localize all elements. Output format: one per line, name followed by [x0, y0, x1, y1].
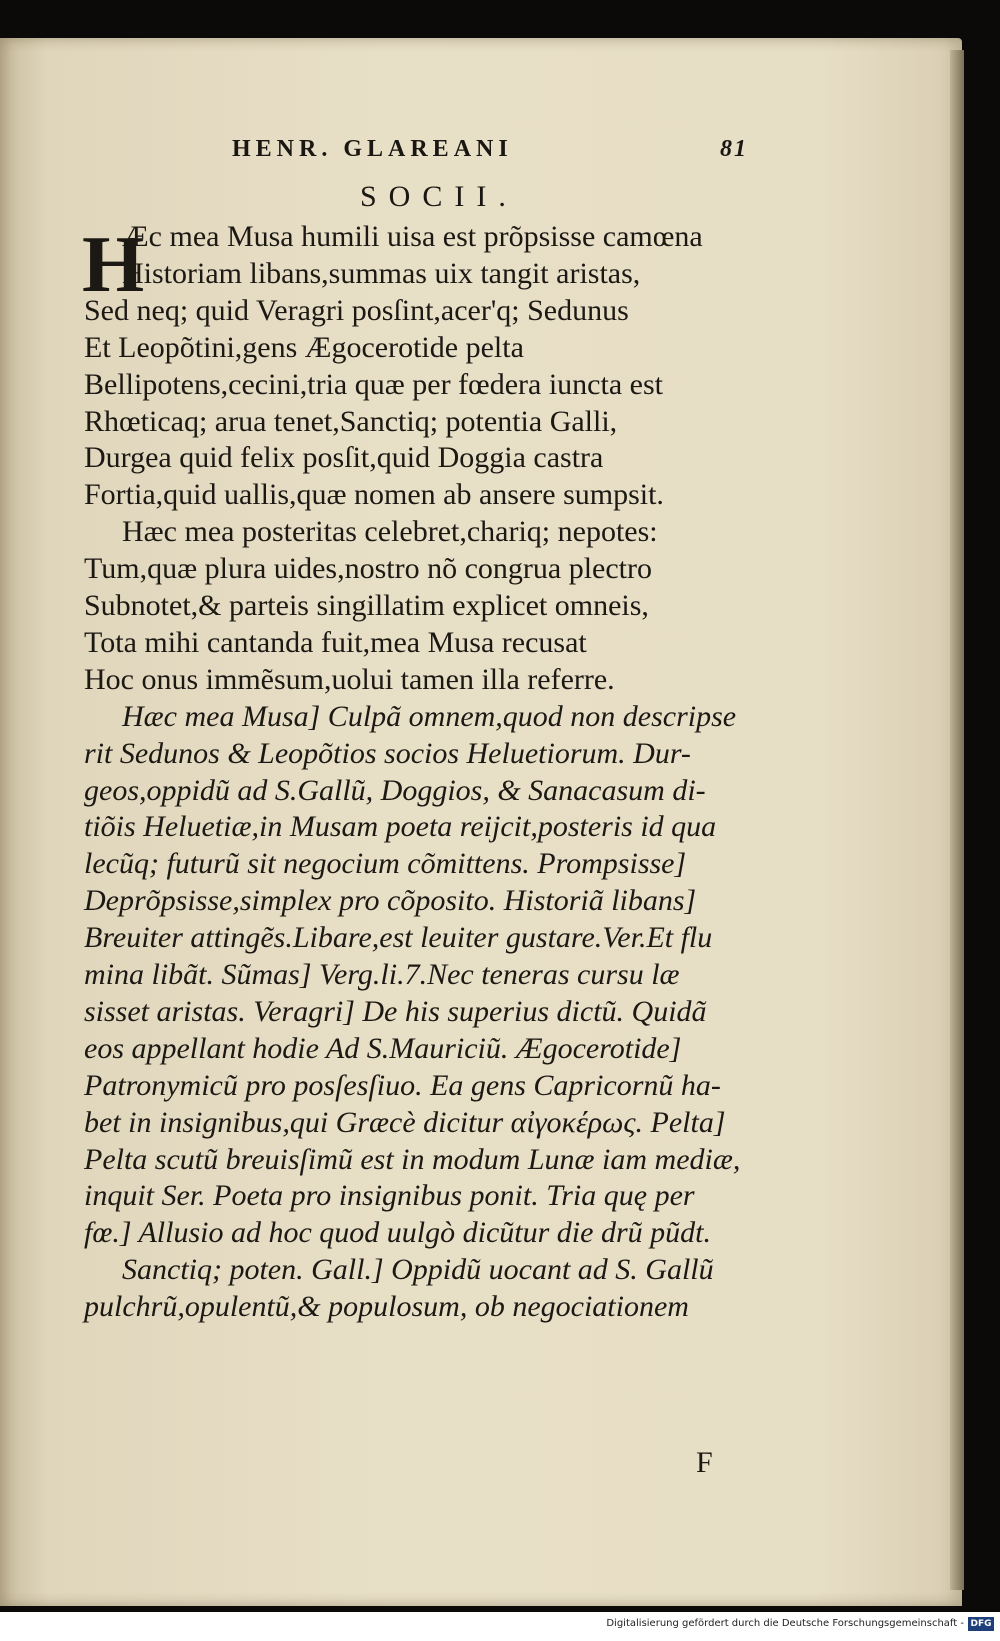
text-line: sisset aristas. Veragri] De his superius dictũ. Quidã [84, 995, 707, 1028]
text-line: Pelta scutũ breuisſimũ est in modum Lunæ iam mediæ, [84, 1143, 741, 1176]
signature-mark: F [696, 1446, 713, 1479]
text-line: bet in insignibus,qui Græcè dicitur αἰγοκέρως. Pelta] [84, 1106, 726, 1139]
text-line: geos,oppidũ ad S.Gallũ, Doggios, & Sanacasum di- [84, 774, 706, 807]
page-edge [950, 50, 964, 1590]
text-line: Deprõpsisse,simplex pro cõposito. Historiã libans] [84, 884, 697, 917]
page-number: 81 [720, 136, 748, 162]
text-line: Bellipotens,cecini,tria quæ per fœdera iuncta est [84, 368, 663, 401]
text-line: eos appellant hodie Ad S.Mauriciũ. Ægocerotide] [84, 1032, 682, 1065]
text-line: Historiam libans,summas uix tangit aristas, [122, 257, 641, 290]
text-line: pulchrũ,opulentũ,& populosum, ob negociationem [84, 1290, 689, 1323]
text-line: Breuiter attingẽs.Libare,est leuiter gustare.Ver.Et flu [84, 921, 713, 954]
dfg-logo: DFG [968, 1617, 994, 1631]
text-line: Fortia,quid uallis,quæ nomen ab ansere sumpsit. [84, 478, 664, 511]
text-line: Durgea quid felix posſit,quid Doggia castra [84, 441, 604, 474]
footer-credit: Digitalisierung gefördert durch die Deutsche Forschungsgemeinschaft - [606, 1618, 964, 1629]
text-line: Patronymicũ pro posſesſiuo. Ea gens Capricornũ ha- [84, 1069, 721, 1102]
drop-capital: H [82, 221, 145, 309]
text-line: rit Sedunos & Leopõtios socios Heluetiorum. Dur- [84, 737, 691, 770]
running-title: HENR. GLAREANI [232, 136, 513, 162]
text-line: Sed neq; quid Veragri posſint,acer'q; Sedunus [84, 294, 629, 327]
text-line: mina libãt. Sũmas] Verg.li.7.Nec teneras cursu læ [84, 958, 680, 991]
text-line: inquit Ser. Poeta pro insignibus ponit. Tria quę per [84, 1179, 695, 1212]
text-line: Sanctiq; poten. Gall.] Oppidũ uocant ad S. Gallũ [122, 1253, 714, 1286]
text-line: Rhœticaq; arua tenet,Sanctiq; potentia Galli, [84, 405, 618, 438]
text-line: Hæc mea posteritas celebret,chariq; nepotes: [122, 515, 658, 548]
footer-bar [0, 1612, 1000, 1641]
text-line: Tum,quæ plura uides,nostro nõ congrua plectro [84, 552, 652, 585]
text-line: Hæc mea Musa] Culpã omnem,quod non descripse [122, 700, 737, 733]
text-line: fœ.] Allusio ad hoc quod uulgò dicũtur die drũ pũdt. [84, 1216, 711, 1249]
text-line: Subnotet,& parteis singillatim explicet omneis, [84, 589, 649, 622]
text-line: Et Leopõtini,gens Ægocerotide pelta [84, 331, 524, 364]
text-line: Tota mihi cantanda fuit,mea Musa recusat [84, 626, 587, 659]
text-line: Æc mea Musa humili uisa est prõpsisse camœna [122, 220, 703, 253]
text-line: tiõis Heluetiæ,in Musam poeta reijcit,posteris id qua [84, 810, 717, 843]
text-line: Hoc onus immẽsum,uolui tamen illa referre. [84, 663, 615, 696]
text-line: lecũq; futurũ sit negocium cõmittens. Prompsisse] [84, 847, 687, 880]
section-title: SOCII. [360, 180, 518, 213]
